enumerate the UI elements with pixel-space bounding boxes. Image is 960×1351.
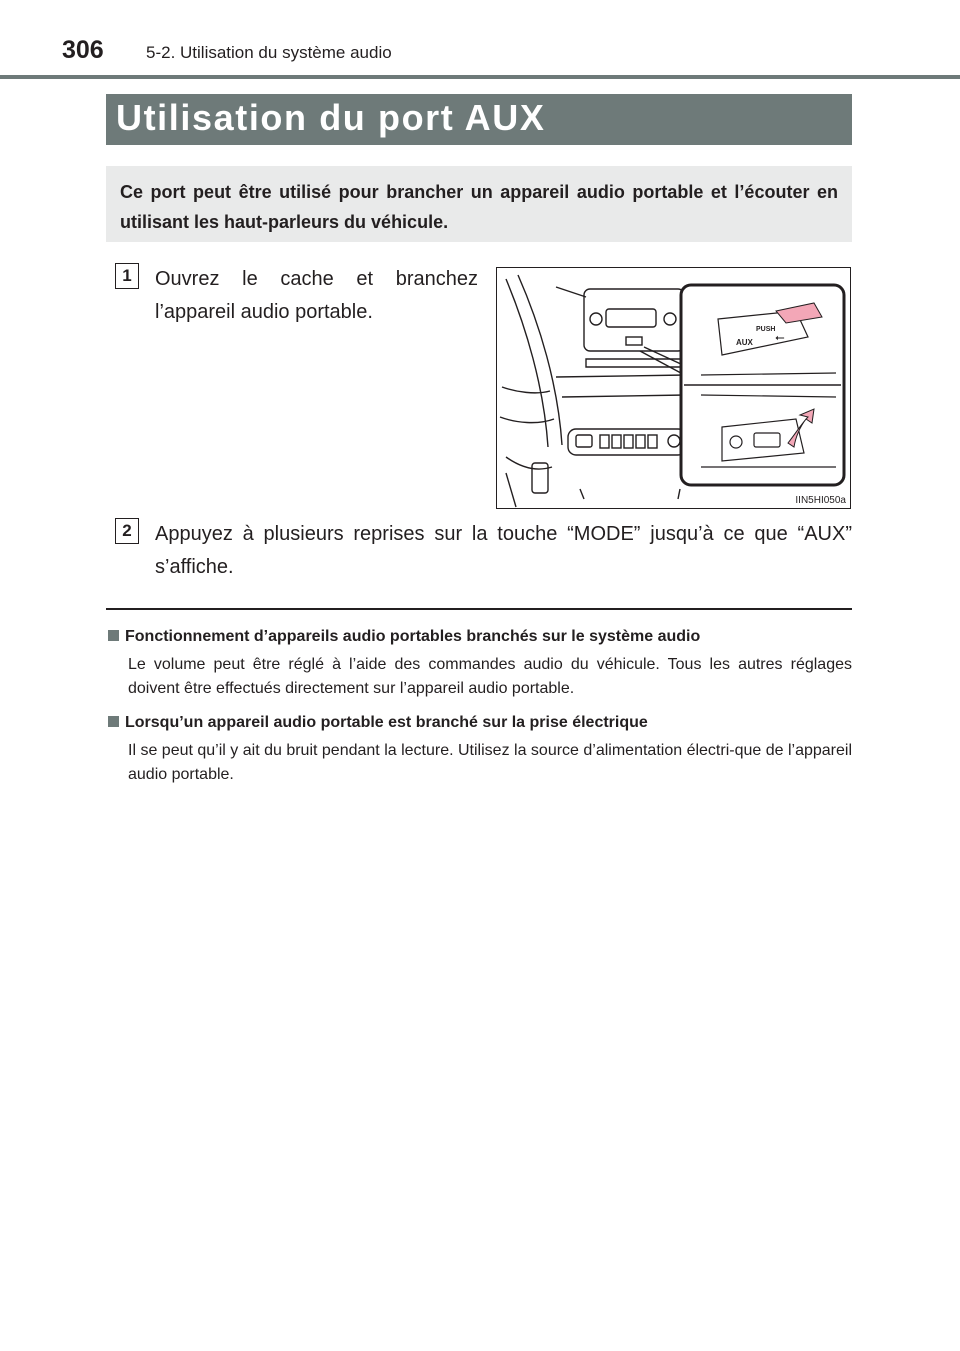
note-1 [108,625,852,701]
step-1-text: Ouvrez le cache et branchez l’appareil audio portable. [155,268,478,323]
page-number: 306 [62,36,104,64]
intro-box [106,166,852,242]
note-body: Le volume peut être réglé à l’aide des commandes audio du véhicule. Tous les autres réglages doivent être effectués directement sur l’appareil audio portable. [128,656,852,697]
aux-label: AUX [736,338,753,347]
step-2-text: Appuyez à plusieurs reprises sur la touche “MODE” jusqu’à ce que “AUX” s’affiche. [155,523,852,578]
page-title: Utilisation du port AUX [116,97,546,138]
title-banner [106,94,852,145]
step-2-number: 2 [115,518,139,544]
note-heading: Lorsqu’un appareil audio portable est branché sur la prise électrique [108,711,852,735]
aux-port-illustration [496,267,851,509]
intro-text: Ce port peut être utilisé pour brancher un appareil audio portable et l’écouter en utilisant les haut-parleurs du véhicule. [120,182,838,232]
note-body: Il se peut qu’il y ait du bruit pendant la lecture. Utilisez la source d’alimentation électri-que de l’appareil audio portable. [128,742,852,783]
section-divider [106,608,852,610]
usb-icon: ⭠ [775,330,785,344]
note-heading: Fonctionnement d’appareils audio portables branchés sur le système audio [108,625,852,649]
push-label: PUSH [756,326,776,333]
section-breadcrumb: 5-2. Utilisation du système audio [146,43,392,62]
step-1-number: 1 [115,263,139,289]
header-rule [0,75,960,79]
illustration-code: IIN5HI050a [795,495,846,506]
square-bullet-icon [108,630,119,641]
note-2 [108,711,852,787]
square-bullet-icon [108,716,119,727]
